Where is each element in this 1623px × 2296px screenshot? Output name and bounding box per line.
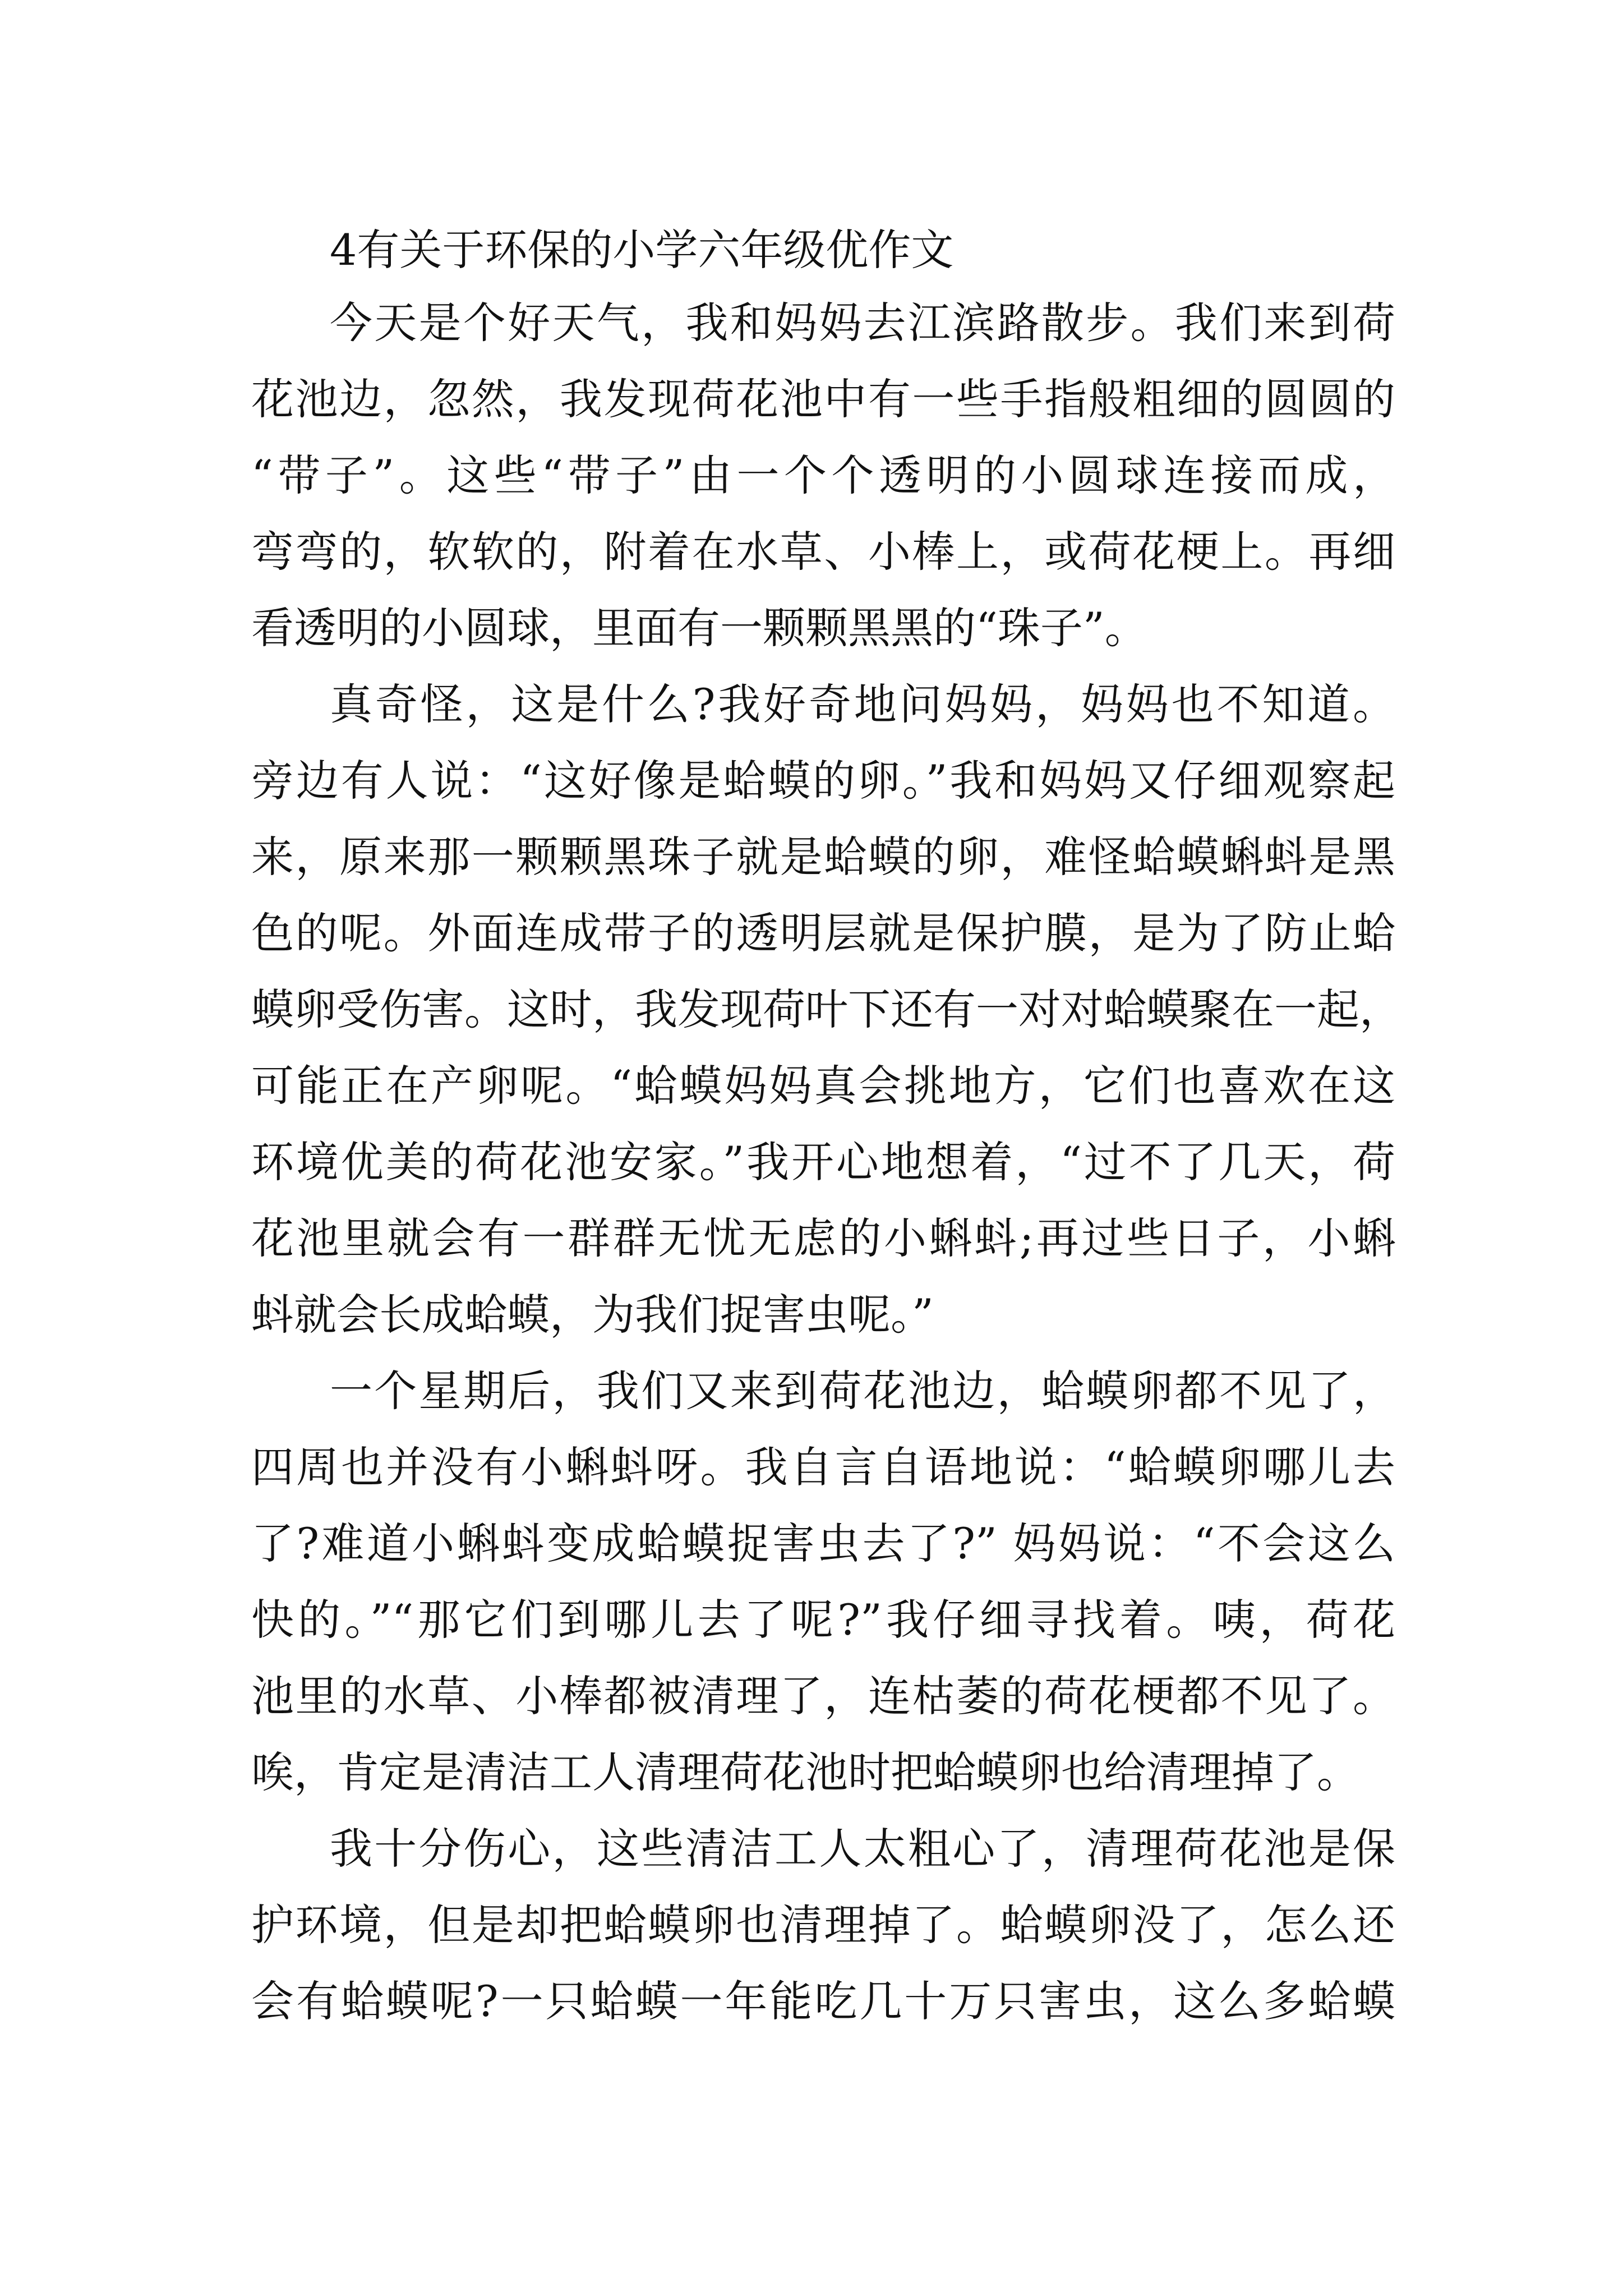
text-line: 四周也并没有小蝌蚪呀。我自言自语地说：“蛤蟆卵哪儿去 [251,1442,1395,1492]
text-line: 我十分伤心，这些清洁工人太粗心了，清理荷花池是保 [330,1824,1395,1874]
text-line: 花池里就会有一群群无忧无虑的小蝌蚪;再过些日子，小蝌 [251,1213,1395,1263]
text-line: 看透明的小圆球，里面有一颗颗黑黑的“珠子”。 [251,603,1147,653]
text-line: 真奇怪，这是什么?我好奇地问妈妈，妈妈也不知道。 [330,679,1395,729]
text-line: 花池边，忽然，我发现荷花池中有一些手指般粗细的圆圆的 [251,374,1395,424]
paragraph-1 [251,285,1395,666]
text-line: 快的。”“那它们到哪儿去了呢?”我仔细寻找着。咦，荷花 [251,1595,1395,1645]
text-line: 色的呢。外面连成带子的透明层就是保护膜，是为了防止蛤 [251,908,1395,958]
text-line: 来，原来那一颗颗黑珠子就是蛤蟆的卵，难怪蛤蟆蝌蚪是黑 [251,832,1395,882]
text-line: 一个星期后，我们又来到荷花池边，蛤蟆卵都不见了， [330,1366,1395,1416]
text-line: 护环境，但是却把蛤蟆卵也清理掉了。蛤蟆卵没了，怎么还 [251,1900,1395,1950]
text-line: 今天是个好天气，我和妈妈去江滨路散步。我们来到荷 [330,298,1395,348]
text-line: 旁边有人说：“这好像是蛤蟆的卵。”我和妈妈又仔细观察起 [251,756,1395,806]
text-line: 池里的水草、小棒都被清理了，连枯萎的荷花梗都不见了。 [251,1671,1395,1721]
text-line: 了?难道小蝌蚪变成蛤蟆捉害虫去了?” 妈妈说：“不会这么 [251,1519,1395,1568]
text-line: 唉，肯定是清洁工人清理荷花池时把蛤蟆卵也给清理掉了。 [251,1747,1359,1797]
text-line: “带子”。这些“带子”由一个个透明的小圆球连接而成， [251,450,1395,500]
text-line: 弯弯的，软软的，附着在水草、小棒上，或荷花梗上。再细 [251,527,1395,577]
text-line: 蟆卵受伤害。这时，我发现荷叶下还有一对对蛤蟆聚在一起， [251,984,1402,1034]
paragraph-3 [251,1353,1395,1811]
paragraph-4 [251,1811,1395,2040]
paragraph-2 [251,666,1402,1353]
text-line: 环境优美的荷花池安家。”我开心地想着，“过不了几天，荷 [251,1137,1395,1187]
text-line: 蚪就会长成蛤蟆，为我们捉害虫呢。” [251,1290,934,1340]
document-title: 4有关于环保的小学六年级优作文 [330,225,954,275]
text-line: 可能正在产卵呢。“蛤蟆妈妈真会挑地方，它们也喜欢在这 [251,1061,1395,1111]
text-line: 会有蛤蟆呢?一只蛤蟆一年能吃几十万只害虫，这么多蛤蟆 [251,1976,1395,2026]
